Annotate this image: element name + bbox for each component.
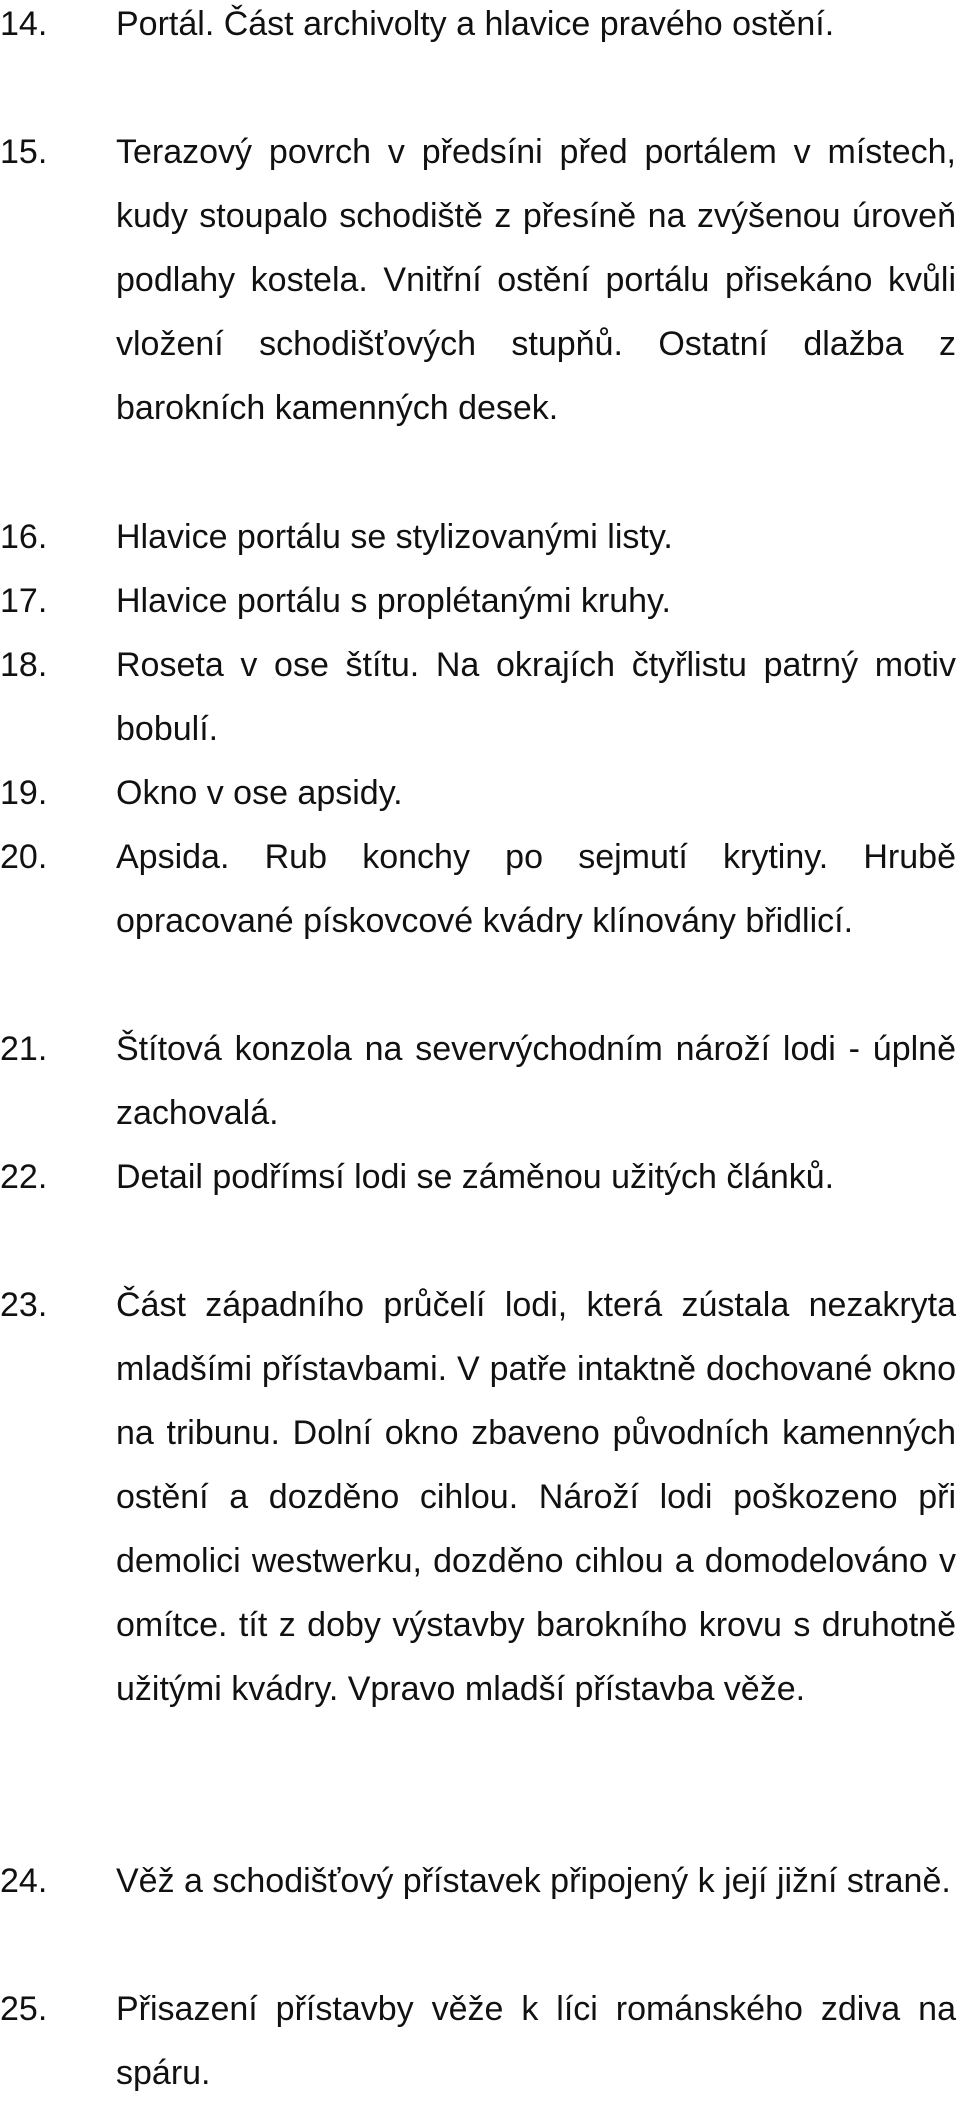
item-text: Přisazení přístavby věže k líci románského zdiva na spáru. bbox=[116, 1990, 956, 2092]
item-text: Okno v ose apsidy. bbox=[116, 774, 403, 812]
list-item bbox=[0, 1977, 960, 2105]
list-item bbox=[0, 569, 960, 633]
list-item bbox=[0, 1145, 960, 1209]
item-text: Apsida. Rub konchy po sejmutí krytiny. Hrubě opracované pískovcové kvádry klínovány břidlicí. bbox=[116, 838, 956, 940]
item-number: 23. bbox=[0, 1286, 48, 1324]
item-number: 25. bbox=[0, 1990, 48, 2028]
list-item bbox=[0, 761, 960, 825]
item-number: 18. bbox=[0, 646, 48, 684]
item-text: Štítová konzola na severvýchodním nároží lodi - úplně zachovalá. bbox=[116, 1030, 956, 1132]
list-item bbox=[0, 120, 960, 440]
list-item bbox=[0, 505, 960, 569]
list-item bbox=[0, 633, 960, 761]
item-number: 19. bbox=[0, 774, 48, 812]
item-text: Část západního průčelí lodi, která zústala nezakryta mladšími přístavbami. V patře intaktně dochované okno na tribunu. Dolní okno zbaveno původních kamenných ostění a dozděno cihlou. Nároží lodi poškozeno při demolici westwerku, dozděno cihlou a domodelováno v omítce. tít z doby výstavby barokního krovu s druhotně užitými kvádry. Vpravo mladší přístavba věže. bbox=[116, 1286, 956, 1708]
item-number: 17. bbox=[0, 582, 48, 620]
item-text: Portál. Část archivolty a hlavice pravého ostění. bbox=[116, 5, 835, 43]
item-text: Roseta v ose štítu. Na okrajích čtyřlistu patrný motiv bobulí. bbox=[116, 646, 956, 748]
item-number: 14. bbox=[0, 5, 48, 43]
list-item bbox=[0, 1017, 960, 1145]
item-number: 21. bbox=[0, 1030, 48, 1068]
item-number: 22. bbox=[0, 1158, 48, 1196]
item-text: Hlavice portálu s proplétanými kruhy. bbox=[116, 582, 671, 620]
item-number: 24. bbox=[0, 1862, 48, 1900]
item-number: 16. bbox=[0, 518, 48, 556]
item-number: 20. bbox=[0, 838, 48, 876]
item-text: Hlavice portálu se stylizovanými listy. bbox=[116, 518, 673, 556]
item-text: Detail podřímsí lodi se záměnou užitých článků. bbox=[116, 1158, 835, 1196]
list-item bbox=[0, 0, 960, 56]
item-text: Věž a schodišťový přístavek připojený k její jižní straně. bbox=[116, 1862, 951, 1900]
list-item bbox=[0, 1849, 960, 1913]
item-number: 15. bbox=[0, 133, 48, 171]
list-item bbox=[0, 1273, 960, 1721]
item-text: Terazový povrch v předsíni před portálem v místech, kudy stoupalo schodiště z přesíně na zvýšenou úroveň podlahy kostela. Vnitřní ostění portálu přisekáno kvůli vložení schodišťových stupňů. Ostatní dlažba z barokních kamenných desek. bbox=[116, 133, 956, 427]
list-item bbox=[0, 825, 960, 953]
